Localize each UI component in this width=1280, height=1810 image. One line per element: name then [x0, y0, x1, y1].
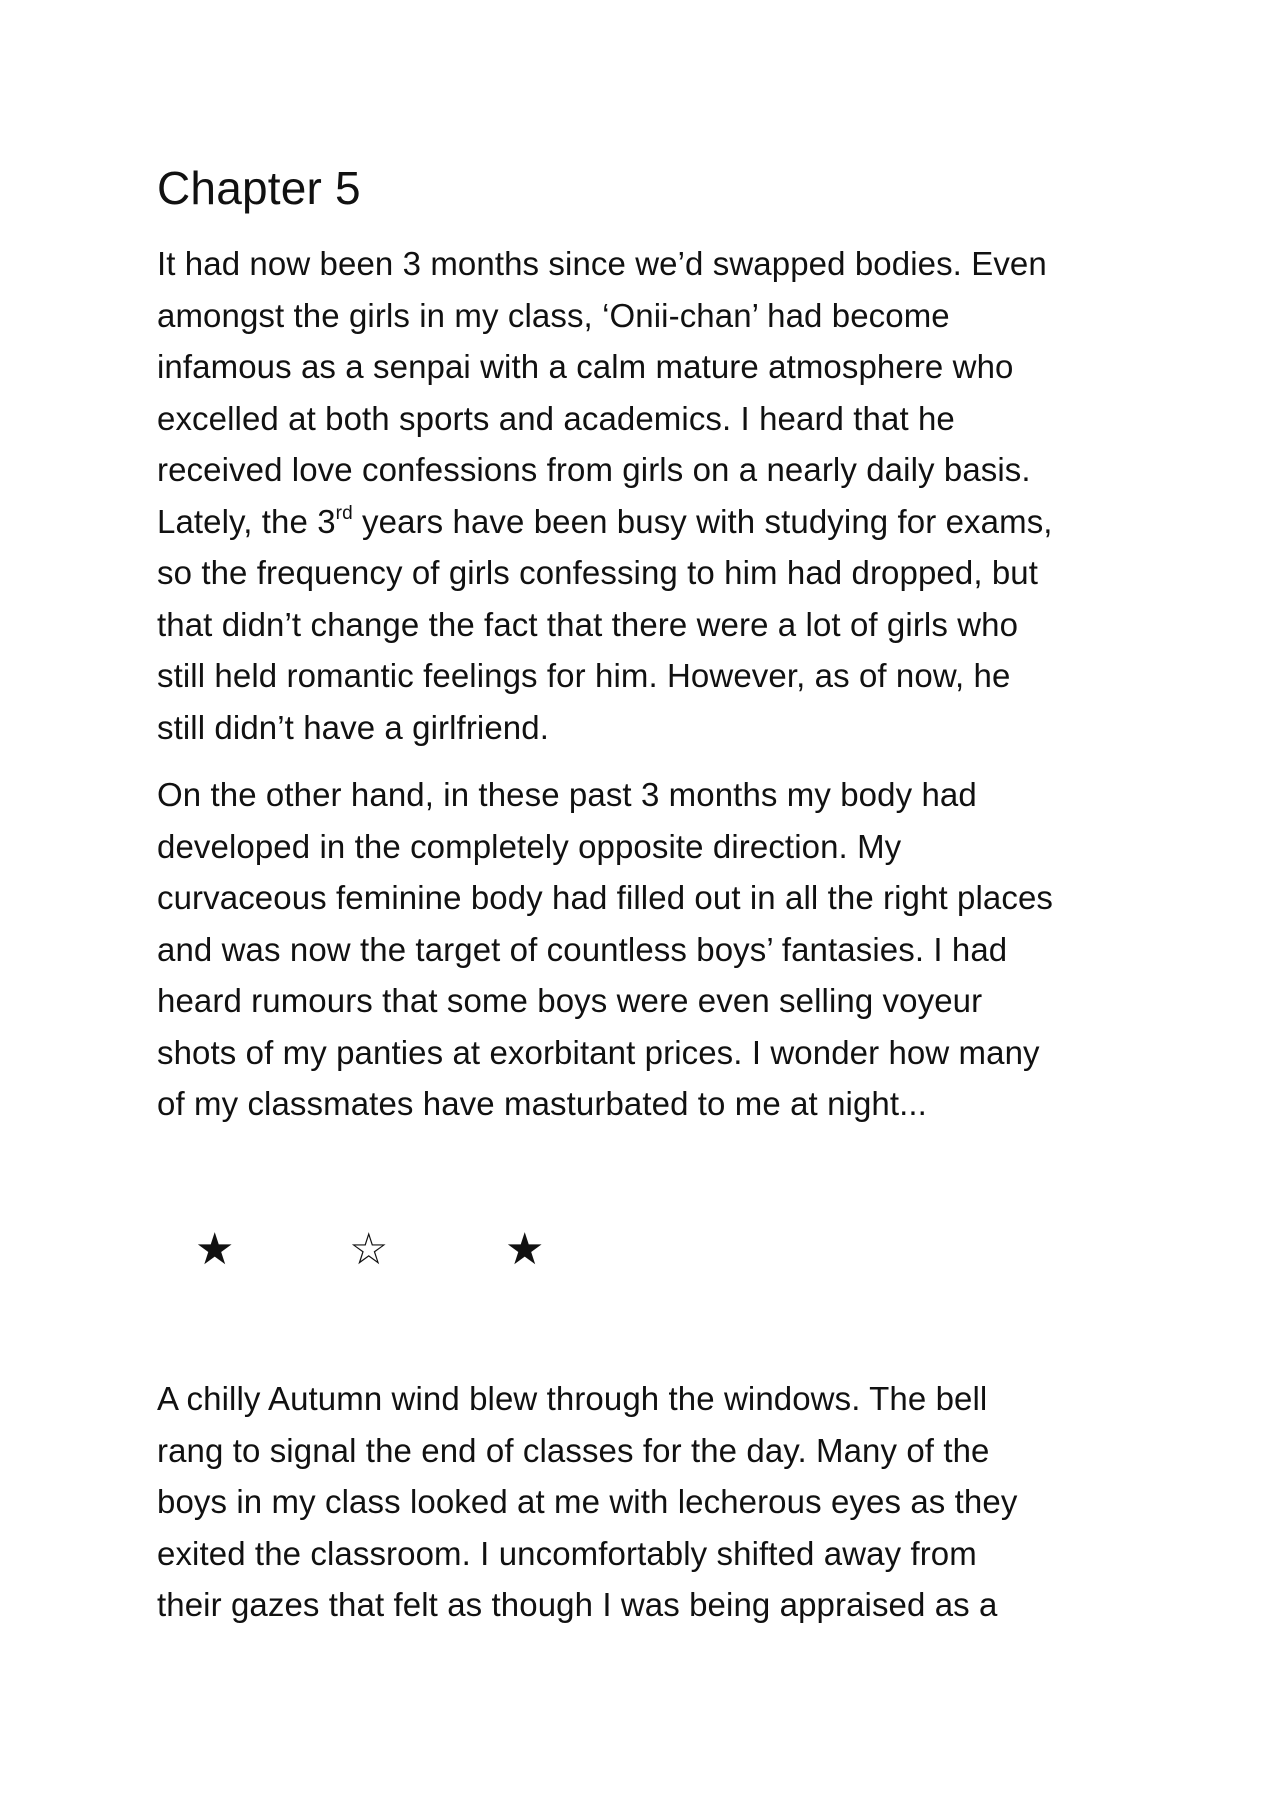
- text-line: It had now been 3 months since we’d swapped bodies. Even: [157, 245, 1047, 282]
- text-line: that didn’t change the fact that there were a lot of girls who: [157, 605, 1019, 643]
- text-line: developed in the completely opposite direction. My: [157, 827, 902, 865]
- text-line: still didn’t have a girlfriend.: [157, 708, 549, 746]
- text-line: On the other hand, in these past 3 months my body had: [157, 776, 977, 813]
- filled-star-icon: ★: [505, 1224, 545, 1275]
- text-line: [157, 496, 1137, 548]
- outline-star-icon: ☆: [349, 1224, 389, 1275]
- chapter-body-top: [157, 160, 1137, 1146]
- text-line: of my classmates have masturbated to me at night...: [157, 1085, 927, 1122]
- text-line: infamous as a senpai with a calm mature atmosphere who: [157, 348, 1014, 385]
- text-line: so the frequency of girls confessing to him had dropped, but: [157, 554, 1039, 591]
- text-fragment: years have been busy with studying for exams,: [352, 502, 1053, 540]
- text-line: still held romantic feelings for him. However, as of now, he: [157, 657, 1011, 694]
- text-line: heard rumours that some boys were even selling voyeur: [157, 982, 983, 1019]
- paragraph-3: [157, 1373, 1137, 1631]
- text-line: curvaceous feminine body had filled out in all the right places: [157, 879, 1053, 916]
- chapter-title: Chapter 5: [157, 162, 361, 214]
- text-line: received love confessions from girls on a nearly daily basis.: [157, 451, 1031, 488]
- text-line: boys in my class looked at me with lecherous eyes as they: [157, 1483, 1018, 1520]
- text-line: rang to signal the end of classes for the day. Many of the: [157, 1431, 990, 1469]
- chapter-body-bottom: [157, 1373, 1137, 1647]
- filled-star-icon: ★: [195, 1224, 235, 1275]
- text-line: exited the classroom. I uncomfortably shifted away from: [157, 1534, 977, 1572]
- text-line: excelled at both sports and academics. I heard that he: [157, 399, 955, 437]
- text-line: their gazes that felt as though I was being appraised as a: [157, 1586, 998, 1623]
- text-line: shots of my panties at exorbitant prices. I wonder how many: [157, 1033, 1040, 1071]
- text-fragment: Lately, the 3: [157, 502, 336, 540]
- ordinal-suffix: rd: [335, 502, 353, 524]
- scene-break-separator: [195, 1225, 595, 1285]
- text-line: and was now the target of countless boys’ fantasies. I had: [157, 930, 1008, 968]
- paragraph-1: [157, 238, 1137, 753]
- paragraph-2: [157, 769, 1137, 1130]
- text-line: amongst the girls in my class, ‘Onii-chan’ had become: [157, 296, 950, 334]
- text-line: A chilly Autumn wind blew through the windows. The bell: [157, 1380, 988, 1417]
